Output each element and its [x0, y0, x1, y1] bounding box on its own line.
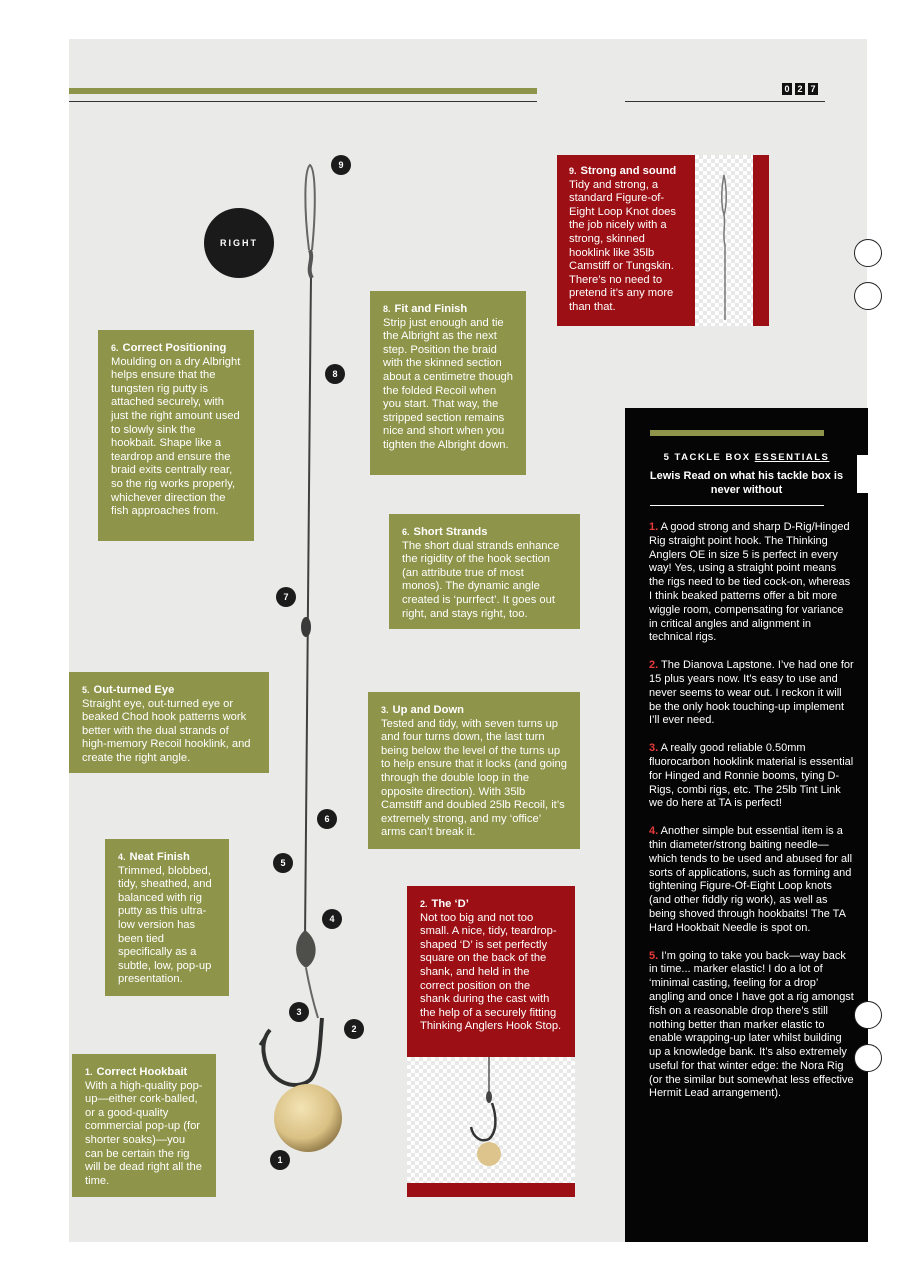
page-digit: 2 [795, 83, 805, 95]
rig-number: 6 [317, 809, 337, 829]
panel-heading: 5 TACKLE BOX ESSENTIALS [663, 452, 830, 463]
rig-number: 4 [322, 909, 342, 929]
figure-eight-knot [310, 250, 312, 278]
caption-correct-positioning [98, 330, 254, 541]
rig-number: 1 [270, 1150, 290, 1170]
caption-text: Tidy and strong, a standard Figure-of-Eight Loop Knot does the job nicely with a strong, skinned hooklink like 35lb Camstiff or Tungskin. There’s no need to pretend it’s any more than that. [569, 178, 676, 313]
hooklink [305, 278, 311, 940]
caption-title: 5. Out-turned Eye [82, 684, 175, 696]
panel-tab [857, 455, 868, 493]
pop-up-hookbait [274, 1084, 342, 1152]
binder-hole [854, 239, 882, 267]
page-number [782, 83, 818, 95]
caption-text: Straight eye, out-turned eye or beaked Chod hook patterns work better with the dual strands of high-memory Recoil hooklink, and create the right angle. [82, 697, 251, 764]
caption-title: 3. Up and Down [381, 704, 464, 716]
caption-correct-hookbait [72, 1054, 216, 1197]
caption-title: 1. Correct Hookbait [85, 1066, 188, 1078]
right-badge: RIGHT [204, 208, 274, 278]
rig-number: 9 [331, 155, 351, 175]
caption-title: 6. Short Strands [402, 526, 488, 538]
rig-number: 3 [289, 1002, 309, 1022]
shot [301, 617, 311, 637]
essentials-item: 5. I’m going to take you back—way back in time... marker elastic! I do a lot of ‘minimal casting, feeling for a drop’ angling and once I have got a rig amongst fish on a reasonable drop there’s still nothing better than marker elastic to enable wrapping-up later whilst building up a knowledge bank. It’s also extremely useful for that winter edge: the Nora Rig (or the similar but somewhat less effective Hermit Lead arrangement). [649, 949, 854, 1100]
red-footer-strip [407, 1183, 575, 1197]
caption-text: Trimmed, blobbed, tidy, sheathed, and balanced with rig putty as this ultra-low version has been tied specifically as a subtle, low, pop-up presentation. [118, 864, 212, 986]
caption-the-d [407, 886, 575, 1057]
essentials-item: 3. A really good reliable 0.50mm fluorocarbon hooklink material is essential for Hinged and Ronnie booms, tying D-Rigs, combi rigs, etc. The 25lb Tint Link we do here at TA is perfect! [649, 742, 854, 810]
top-rule-line [69, 101, 537, 102]
loop-knot [305, 165, 314, 250]
caption-text: Tested and tidy, with seven turns up and four turns down, the last turn being below the level of the turns up to help ensure that it locks (and going through the double loop in the opposite direction). With 35lb Camstiff and doubled 25lb Recoil, it’s extremely strong, and my ‘office’ arms can’t break it. [381, 717, 567, 839]
rig-number: 2 [344, 1019, 364, 1039]
caption-title: 6. Correct Positioning [111, 342, 227, 354]
page-digit: 7 [808, 83, 818, 95]
caption-text: Moulding on a dry Albright helps ensure that the tungsten rig putty is attached securely, with just the right amount used to slowly sink the hookbait. Shape like a teardrop and ensure the braid exits centrally rear, so the rig works properly, whichever direction the fish approaches from. [111, 355, 241, 518]
rig-putty [296, 930, 316, 968]
right-rule-line [625, 101, 825, 102]
binder-hole [854, 1001, 882, 1029]
binder-hole [854, 1044, 882, 1072]
loop-knot-image [695, 155, 753, 326]
page-digit: 0 [782, 83, 792, 95]
rig-number: 7 [276, 587, 296, 607]
rig-number: 5 [273, 853, 293, 873]
caption-short-strands [389, 514, 580, 629]
rig-number: 8 [325, 364, 345, 384]
panel-divider [650, 505, 824, 506]
red-strip [753, 155, 769, 326]
essentials-list [649, 521, 854, 1115]
d-rig-photo [407, 1057, 575, 1183]
loop-knot-photo [695, 155, 753, 326]
panel-subheading: Lewis Read on what his tackle box is never without [649, 470, 844, 496]
d-rig-image [407, 1057, 575, 1183]
hook [263, 1018, 322, 1085]
caption-fit-and-finish [370, 291, 526, 475]
tackle-box-essentials-panel [625, 408, 868, 1242]
essentials-item: 4. Another simple but essential item is a thin diameter/strong baiting needle—which tends to be used and abused for all sorts of applications, such as forming and tightening Figure-Of-Eight Loop knots (and other fiddly rig work), as well as being shoved through hookbaits! The TA Hard Hookbait Needle is spot on. [649, 825, 853, 934]
panel-top-bar [650, 430, 824, 436]
caption-up-and-down [368, 692, 580, 849]
essentials-item: 1. A good strong and sharp D-Rig/Hinged Rig straight point hook. The Thinking Anglers OE in size 5 is perfect in every way! Yes, using a straight point means the rigs need to be tied cock-on, whereas I think beaked patterns offer a bit more wiggle room, compensating for variance in critical angles and alignment in technical rigs. [649, 521, 851, 644]
top-rule-bar [69, 88, 537, 94]
caption-title: 4. Neat Finish [118, 851, 190, 863]
caption-text: With a high-quality pop-up—either cork-balled, or a good-quality commercial pop-up (for shorter soaks)—you can be certain the rig will be dead right all the time. [85, 1079, 203, 1187]
essentials-item: 2. The Dianova Lapstone. I’ve had one for 15 plus years now. It’s easy to use and never seems to wear out. I reckon it will be the only hook touching-up implement I’ll ever need. [649, 659, 854, 727]
caption-text: Strip just enough and tie the Albright as the next step. Position the braid with the skinned section about a centimetre though the folded Recoil when you start. That way, the stripped section remains nice and short when you tighten the Albright down. [383, 316, 513, 451]
caption-text: Not too big and not too small. A nice, tidy, teardrop-shaped ‘D’ is set perfectly square on the back of the shank, and held in the correct position on the shank during the cast with the help of a securely fitting Thinking Anglers Hook Stop. [420, 911, 562, 1033]
caption-out-turned-eye [69, 672, 269, 773]
caption-title: 9. Strong and sound [569, 165, 677, 177]
caption-text: The short dual strands enhance the rigidity of the hook section (an attribute true of most monos). The dynamic angle created is ‘purrfect’. It goes out right, and stays right, too. [402, 539, 560, 620]
caption-neat-finish [105, 839, 229, 996]
caption-title: 8. Fit and Finish [383, 303, 468, 315]
binder-hole [854, 282, 882, 310]
caption-title: 2. The ‘D’ [420, 898, 469, 910]
caption-strong-and-sound [557, 155, 695, 326]
